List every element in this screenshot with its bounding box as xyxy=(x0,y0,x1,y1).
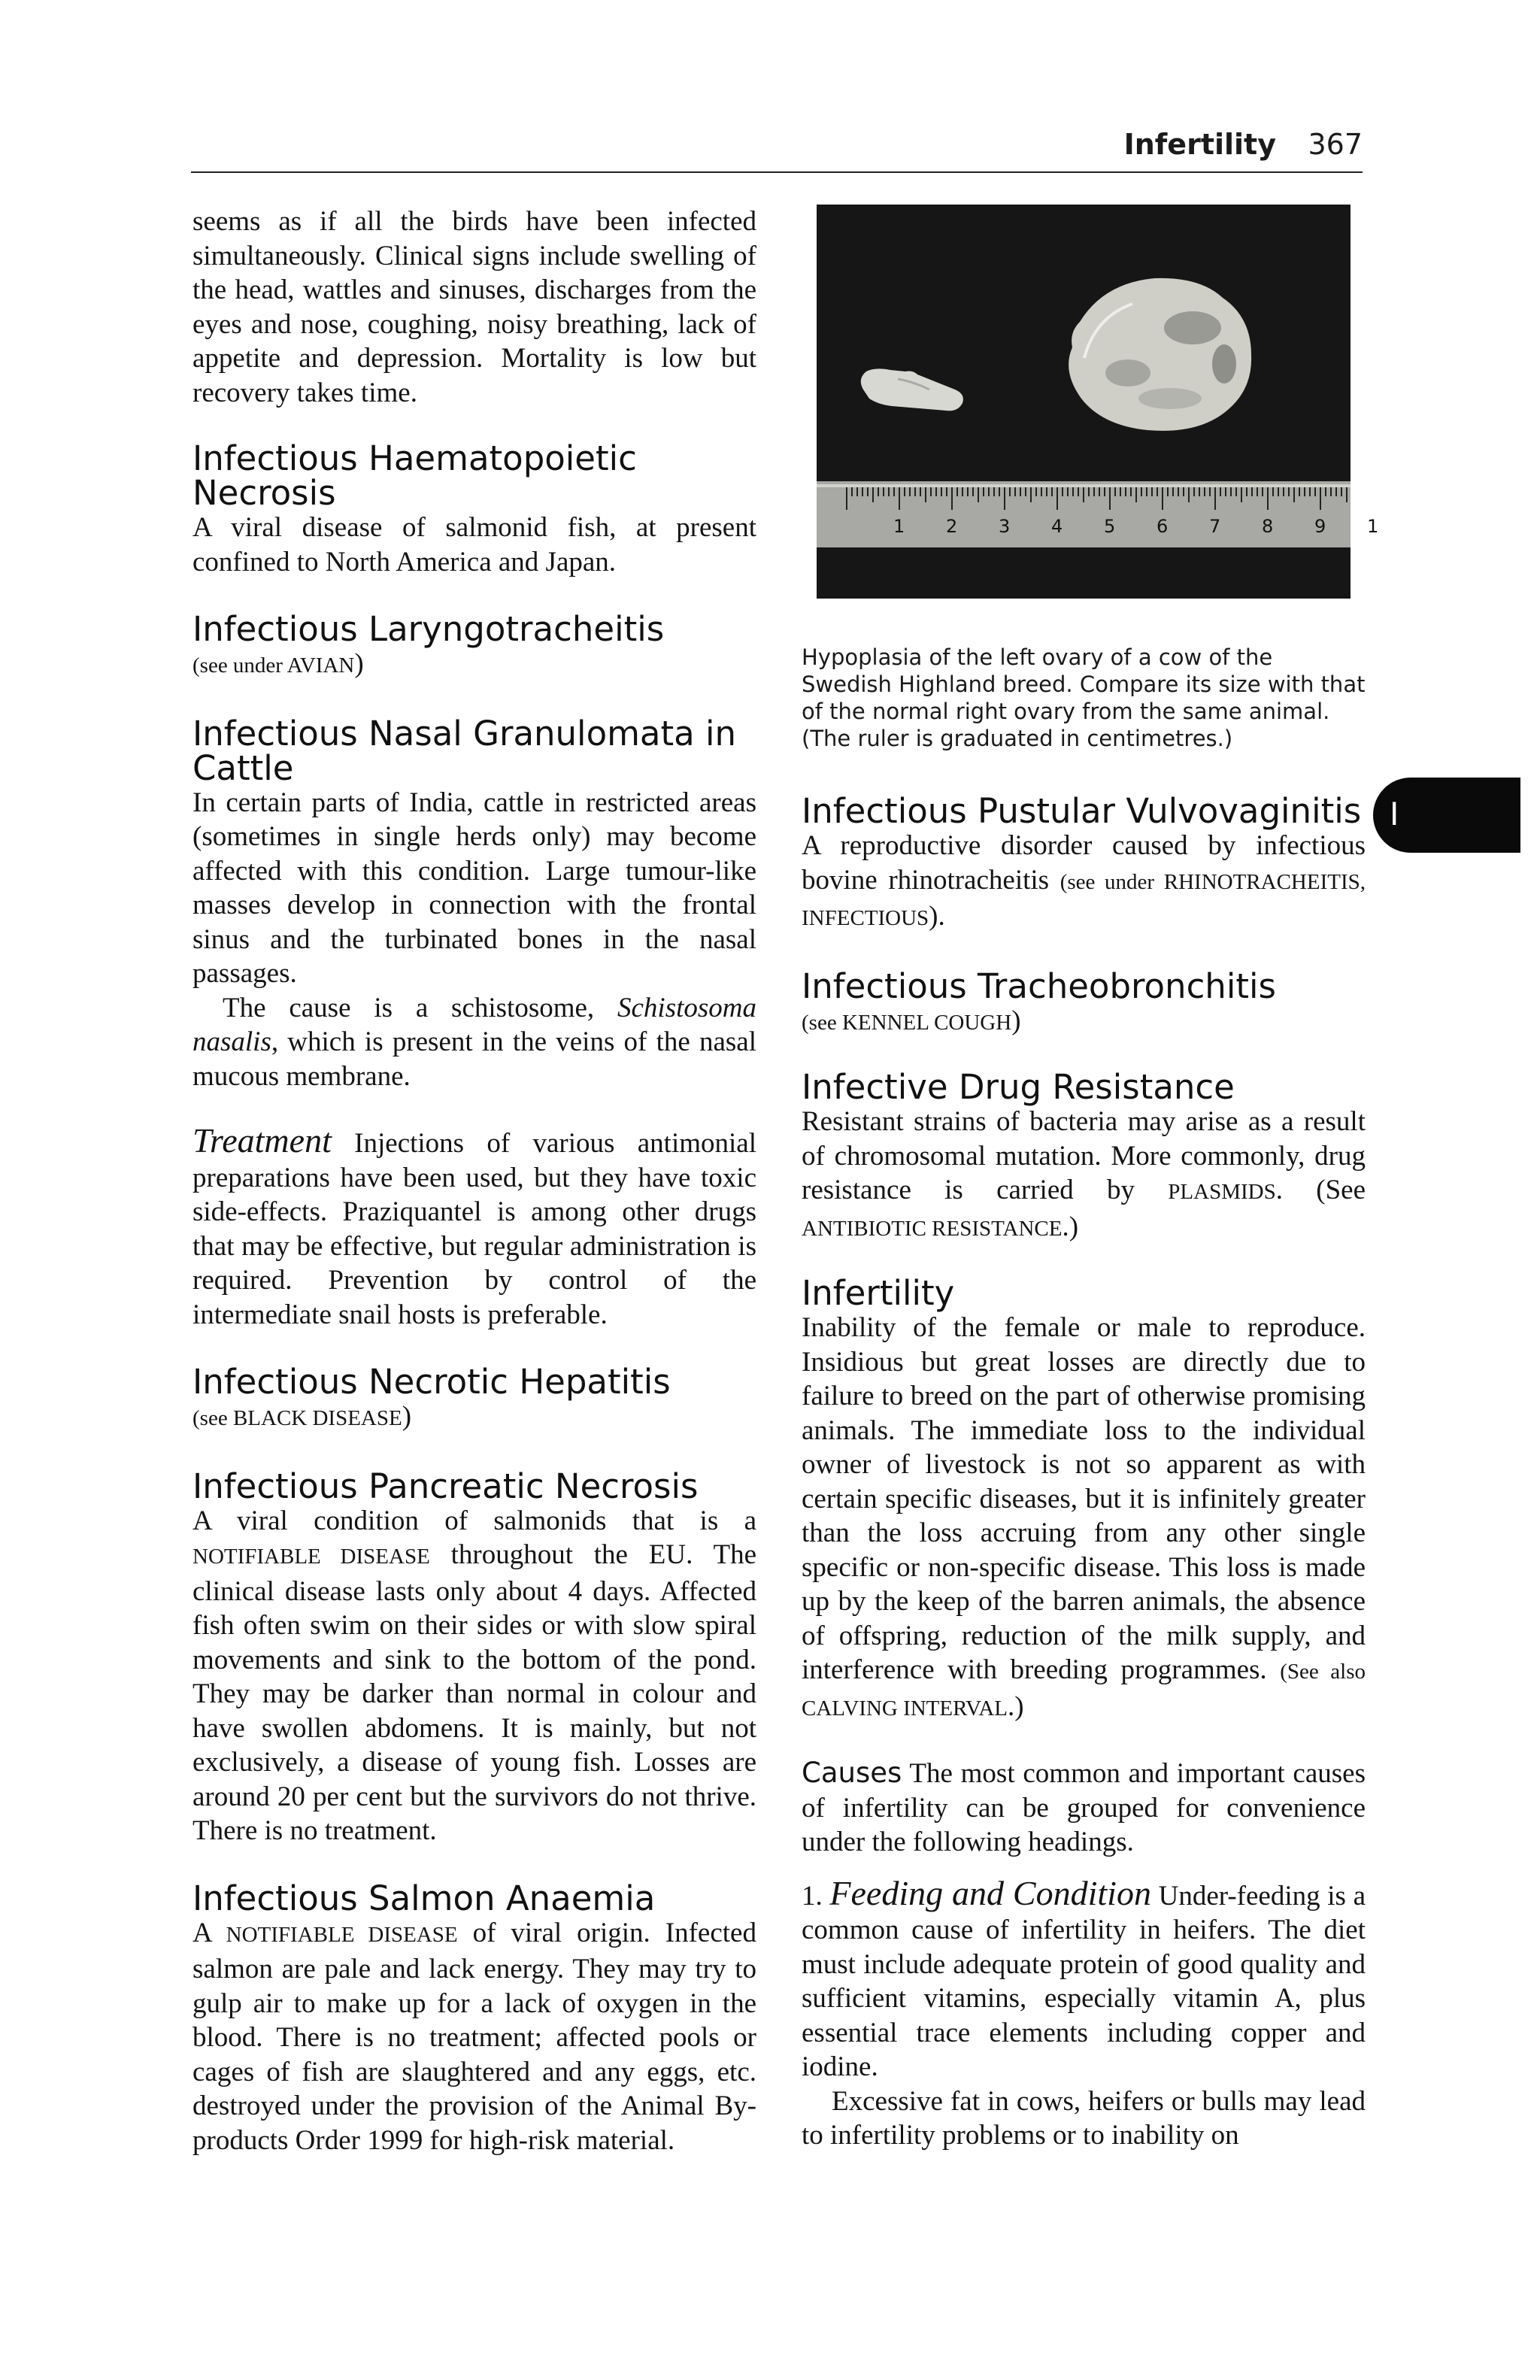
ovary-photo-illustration xyxy=(817,205,1379,599)
inh-ref-link[interactable]: BLACK DISEASE xyxy=(232,1406,402,1430)
infertility-paragraph: Inability of the female or male to reproduce. Insidious but great losses are directly due to failure to breed on the part of otherwise promising animals. The immediate loss to the individual owner of livestock is not so apparent as with certain specific diseases, but it is infinitely greater than the loss accruing from any other single specific or non-specific disease. This loss is made up by the keep of the barren animals, the absence of offspring, reduction of the milk supply, and interference with breeding programmes. (See also CALVING INTERVAL.) xyxy=(802,1312,1366,1722)
section-thumb-tab xyxy=(1373,778,1520,853)
nasal-paragraph-2: The cause is a schistosome, Schistosoma nasalis, which is present in the veins of the nasal mucous membrane. xyxy=(192,992,756,1092)
isa-text: A NOTIFIABLE DISEASE of viral origin. Infected salmon are pale and lack energy. They may try to gulp air to make up for a lack of oxygen in the blood. There is no treatment; affected pools or cages of fish are slaughtered and any eggs, etc. destroyed under the provision of the Animal By-products Order 1999 for high-risk material. xyxy=(192,1917,756,2156)
species-name: Schistosoma nasalis xyxy=(192,992,756,1057)
ruler-number: 1 xyxy=(1367,516,1379,537)
page-number: 367 xyxy=(1308,128,1363,161)
idr-text: Resistant strains of bacteria may arise as a result of chromosomal mutation. More commonly, drug resistance is carried by PLASMIDS. (See ANTIBIOTIC RESISTANCE.) xyxy=(802,1106,1366,1242)
thumb-tab-letter: I xyxy=(1390,796,1399,832)
ipn-ref-link[interactable]: NOTIFIABLE DISEASE xyxy=(192,1545,430,1569)
heading-infectious-haematopoietic-necrosis: Infectious Haematopoietic Necrosis xyxy=(192,438,637,513)
left-column xyxy=(192,205,756,2157)
infertility-ref-calving-interval[interactable]: CALVING INTERVAL xyxy=(802,1696,1008,1721)
heading-infertility: Infertility xyxy=(802,1273,955,1313)
isa-ref-link[interactable]: NOTIFIABLE DISEASE xyxy=(226,1922,458,1947)
causes-paragraph: Causes The most common and important causes of infertility can be grouped for convenience under the following headings. xyxy=(802,1757,1366,1857)
ipv-text: A reproductive disorder caused by infectious bovine rhinotracheitis (see under RHINOTRACHEITIS, INFECTIOUS). xyxy=(802,830,1366,932)
ruler-number: 1 xyxy=(893,516,905,537)
heading-infectious-tracheobronchitis: Infectious Tracheobronchitis xyxy=(802,966,1276,1006)
treatment-label: Treatment xyxy=(192,1121,332,1160)
inh-cross-reference: (see BLACK DISEASE) xyxy=(192,1401,412,1432)
heading-infectious-pancreatic-necrosis: Infectious Pancreatic Necrosis xyxy=(192,1466,699,1506)
intro-paragraph: seems as if all the birds have been infected simultaneously. Clinical signs include swelling of the head, wattles and sinuses, discharges from the eyes and nose, coughing, noisy breathing, lack of appetite and depression. Mortality is low but recovery takes time. xyxy=(192,206,756,408)
ovary-photograph xyxy=(817,205,1379,599)
ruler-number: 3 xyxy=(999,516,1011,537)
treatment-paragraph: Treatment Injections of various antimonial preparations have been used, but they have toxic side-effects. Praziquantel is among other drugs that may be effective, but regular administration is required. Prevention by control of the intermediate snail hosts is preferable. xyxy=(192,1121,756,1330)
idr-ref-plasmids[interactable]: PLASMIDS xyxy=(1168,1180,1276,1204)
figure-caption: Hypoplasia of the left ovary of a cow of the Swedish Highland breed. Compare its size with that of the normal right ovary from the same animal. (The ruler is graduated in centimetres.) xyxy=(802,644,1366,751)
causes-label: Causes xyxy=(802,1757,902,1789)
heading-infectious-nasal-granulomata: Infectious Nasal Granulomata in Cattle xyxy=(192,713,737,788)
heading-infectious-necrotic-hepatitis: Infectious Necrotic Hepatitis xyxy=(192,1362,671,1402)
itb-ref-link[interactable]: KENNEL COUGH xyxy=(841,1010,1012,1035)
ruler-number: 6 xyxy=(1157,516,1169,537)
ipn-text: A viral condition of salmonids that is a NOTIFIABLE DISEASE throughout the EU. The clinical disease lasts only about 4 days. Affected fish often swim on their sides or with slow spiral movements and sink to the bottom of the pond. They may be darker than normal in colour and have swollen abdomens. It is mainly, but not exclusively, a disease of young fish. Losses are around 20 per cent but the survivors do not thrive. There is no treatment. xyxy=(192,1505,756,1846)
feeding-paragraph: 1. Feeding and Condition Under-feeding is a common cause of infertility in heifers. The diet must include adequate protein of good quality and sufficient vitamins, especially vitamin A, plus essential trace elements including copper and iodine. xyxy=(802,1873,1366,2082)
ipv-ref-link[interactable]: RHINOTRACHEITIS, INFECTIOUS xyxy=(802,869,1366,930)
ruler-number: 8 xyxy=(1262,516,1274,537)
ruler-number: 2 xyxy=(946,516,958,537)
heading-infectious-laryngotracheitis: Infectious Laryngotracheitis xyxy=(192,609,665,649)
idr-ref-antibiotic-resistance[interactable]: ANTIBIOTIC RESISTANCE xyxy=(802,1216,1063,1241)
excessive-fat-paragraph: Excessive fat in cows, heifers or bulls may lead to infertility problems or to inability on xyxy=(802,2085,1366,2151)
ruler-number: 4 xyxy=(1051,516,1063,537)
ihn-text: A viral disease of salmonid fish, at present confined to North America and Japan. xyxy=(192,512,756,578)
ruler-number: 7 xyxy=(1209,516,1221,537)
ilt-ref-link[interactable]: AVIAN xyxy=(286,653,355,678)
heading-infective-drug-resistance: Infective Drug Resistance xyxy=(802,1067,1235,1107)
running-title: Infertility xyxy=(1123,128,1276,161)
ruler-number: 5 xyxy=(1104,516,1116,537)
heading-infectious-pustular-vulvovaginitis: Infectious Pustular Vulvovaginitis xyxy=(802,791,1362,831)
nasal-paragraph-1: In certain parts of India, cattle in restricted areas (sometimes in single herds only) may become affected with this condition. Large tumour-like masses develop in connection with the frontal sinus and the turbinated bones in the nasal passages. xyxy=(192,787,756,989)
ilt-cross-reference: (see under AVIAN) xyxy=(192,648,364,679)
running-header xyxy=(191,126,1363,173)
right-column xyxy=(802,205,1379,2153)
ruler-number: 9 xyxy=(1314,516,1326,537)
feeding-label: Feeding and Condition xyxy=(829,1873,1151,1912)
heading-infectious-salmon-anaemia: Infectious Salmon Anaemia xyxy=(192,1878,656,1918)
itb-cross-reference: (see KENNEL COUGH) xyxy=(802,1005,1021,1036)
